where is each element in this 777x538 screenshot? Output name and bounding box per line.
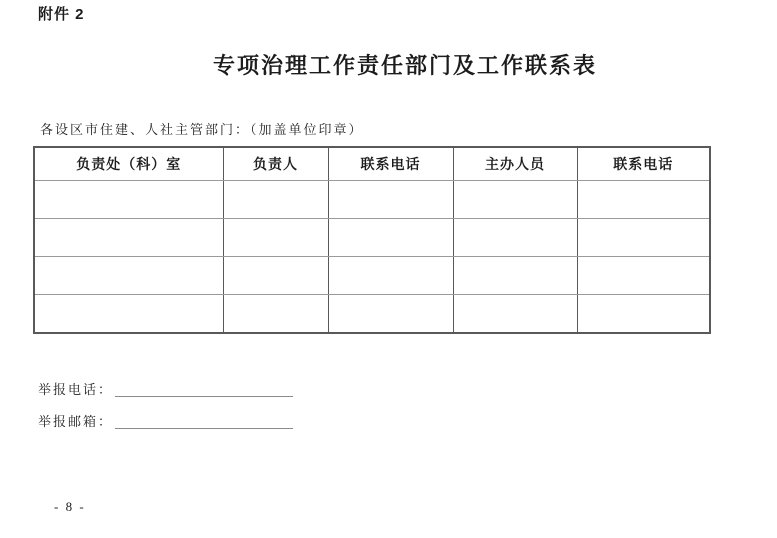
attachment-label: 附件 2 — [38, 6, 85, 23]
table-cell — [223, 181, 328, 219]
table-cell — [34, 181, 223, 219]
table-cell — [34, 295, 223, 334]
table-cell — [453, 181, 577, 219]
table-cell — [34, 257, 223, 295]
table-cell — [328, 295, 453, 334]
report-phone-label: 举报电话： — [38, 382, 114, 397]
table-cell — [328, 219, 453, 257]
table-row — [34, 257, 710, 295]
table-cell — [223, 257, 328, 295]
table-row — [34, 181, 710, 219]
recipient-line: 各设区市住建、人社主管部门：（加盖单位印章） — [40, 122, 364, 137]
page-title: 专项治理工作责任部门及工作联系表 — [212, 53, 597, 78]
col-header-contact-phone-1: 联系电话 — [328, 147, 453, 181]
table-cell — [34, 219, 223, 257]
report-email-label: 举报邮箱： — [38, 414, 114, 429]
table-cell — [328, 257, 453, 295]
table-cell — [453, 257, 577, 295]
table-cell — [453, 295, 577, 334]
table-cell — [453, 219, 577, 257]
page-number: - 8 - — [54, 499, 86, 514]
table-cell — [577, 181, 710, 219]
table-row — [34, 295, 710, 334]
table-cell — [223, 295, 328, 334]
report-email-field — [38, 411, 293, 430]
contact-table — [33, 146, 711, 334]
table-cell — [577, 219, 710, 257]
table-row — [34, 219, 710, 257]
col-header-contact-phone-2: 联系电话 — [577, 147, 710, 181]
col-header-responsible-person: 负责人 — [223, 147, 328, 181]
report-email-blank-line — [115, 414, 293, 429]
table-cell — [577, 257, 710, 295]
table-cell — [577, 295, 710, 334]
col-header-handler: 主办人员 — [453, 147, 577, 181]
table-cell — [223, 219, 328, 257]
table-cell — [328, 181, 453, 219]
table-header-row — [34, 147, 710, 181]
report-phone-field — [38, 379, 293, 398]
report-phone-blank-line — [115, 382, 293, 397]
col-header-responsible-office: 负责处（科）室 — [34, 147, 223, 181]
